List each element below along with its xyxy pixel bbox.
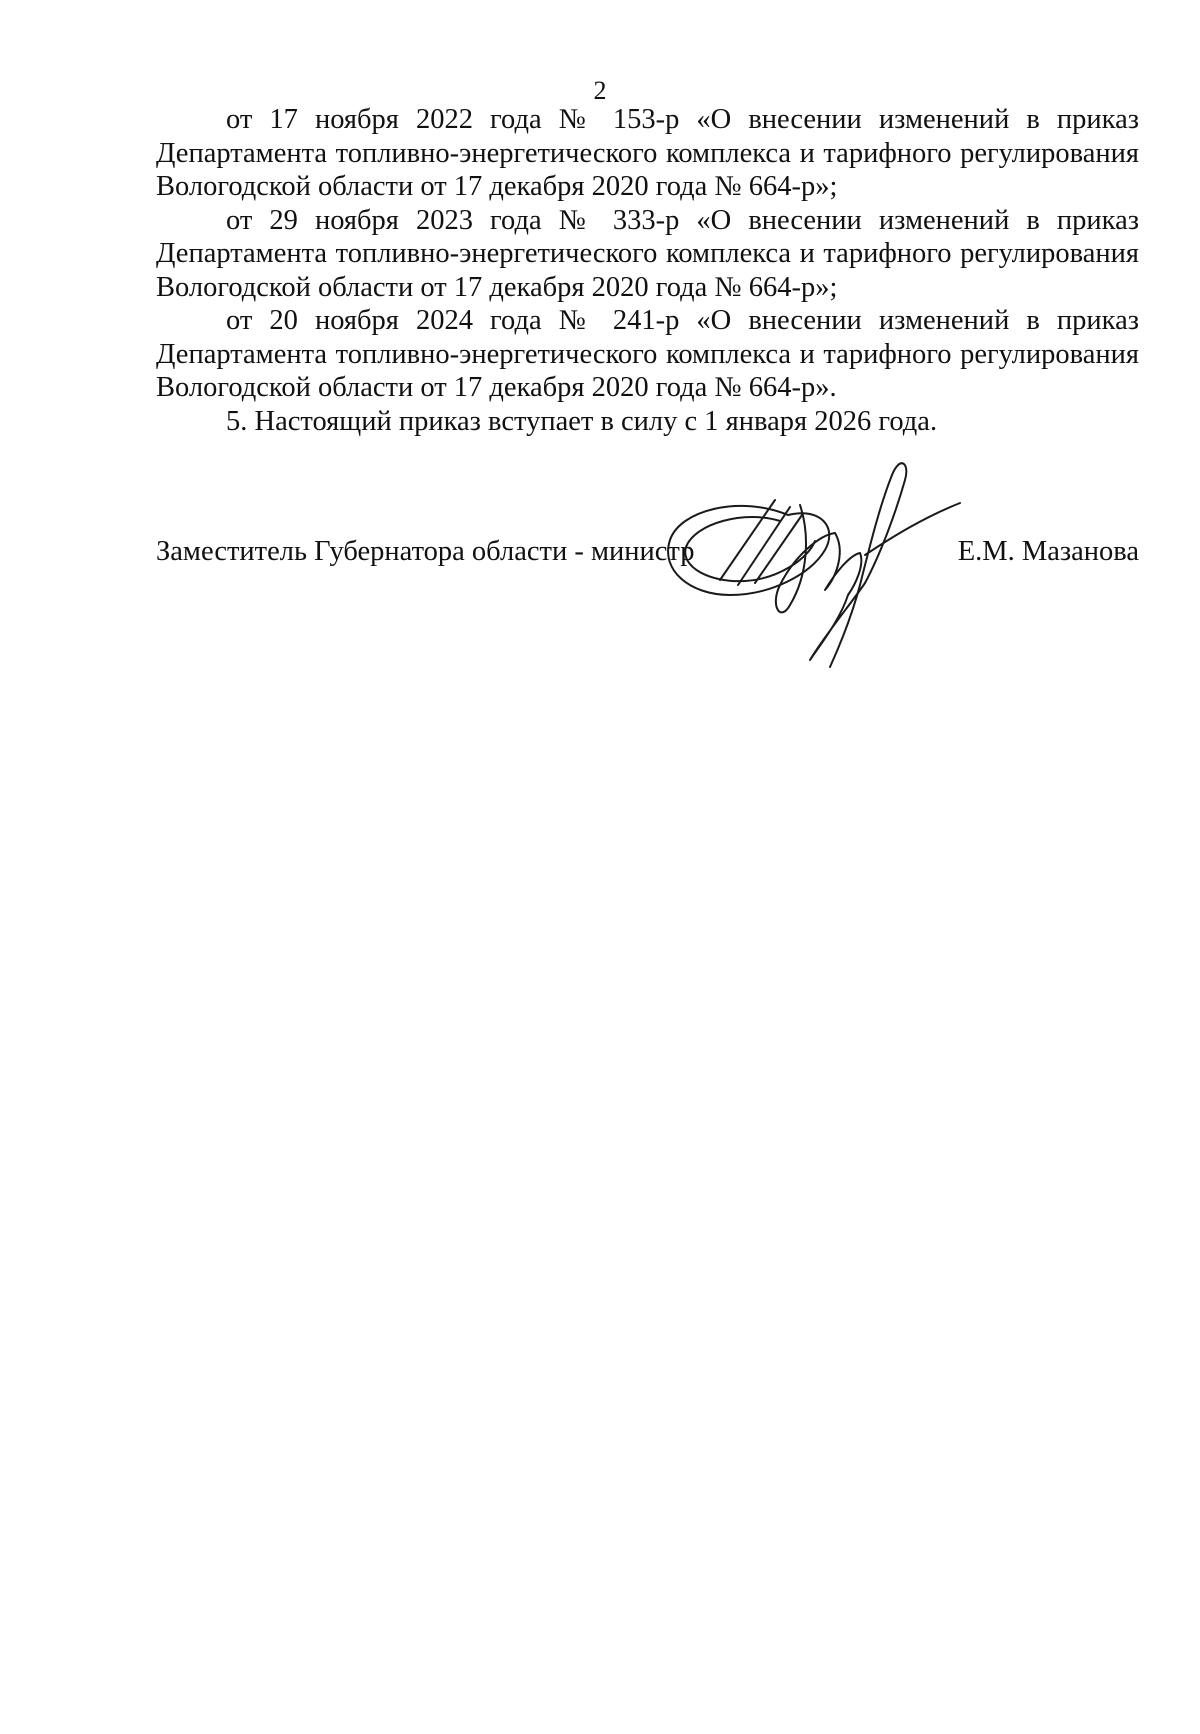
handwritten-signature-icon [660,455,970,670]
page-number: 2 [593,76,607,105]
paragraph-order-333: от 29 ноября 2023 года № 333-р «О внесении изменений в приказ Департамента топливно-энергетического комплекса и тарифного регулирования Вологодской области от 17 декабря 2020 года № 664-р»; [156,204,1139,303]
signature-letter-stroke [776,505,835,612]
signature-letter-stroke [825,533,861,595]
signature-inner-loop-stroke [685,517,815,581]
paragraph-effective-date: 5. Настоящий приказ вступает в силу с 1 января 2026 года. [226,405,938,437]
signature-hatch-stroke [738,507,790,585]
signature-hatch-stroke [720,500,775,580]
signature-block [156,535,1139,575]
paragraph-order-241: от 20 ноября 2024 года № 241-р «О внесении изменений в приказ Департамента топливно-энергетического комплекса и тарифного регулирования Вологодской области от 17 декабря 2020 года № 664-р». [156,305,1139,403]
document-body [156,103,1139,438]
paragraph-order-153: от 17 ноября 2022 года № 153-р «О внесении изменений в приказ Департамента топливно-энергетического комплекса и тарифного регулирования Вологодской области от 17 декабря 2020 года № 664-р»; [156,104,1139,202]
signature-flourish-stroke [830,463,906,667]
signer-title: Заместитель Губернатора области - министр [156,536,695,567]
signer-name: Е.М. Мазанова [957,536,1139,567]
